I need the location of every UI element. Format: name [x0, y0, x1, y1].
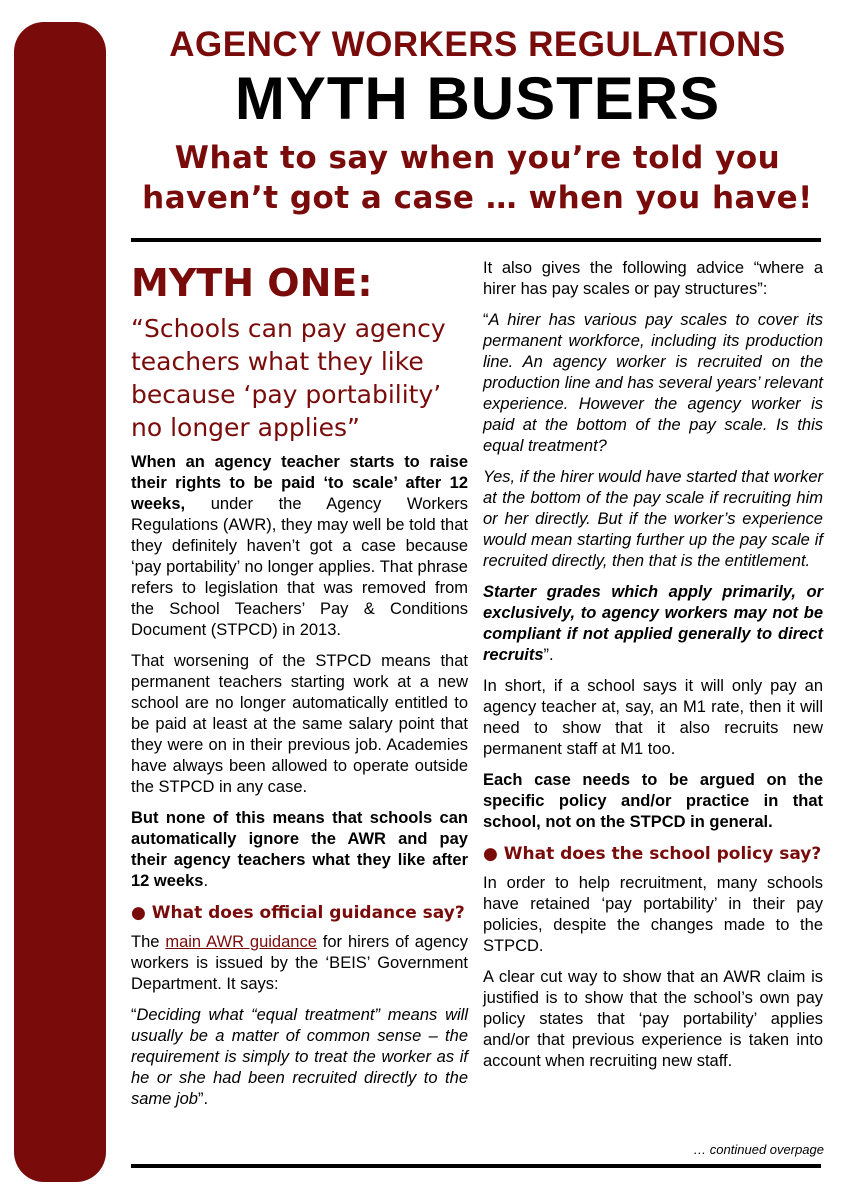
top-divider — [131, 238, 821, 242]
right-p2-open: “ — [483, 311, 489, 329]
right-paragraph-8: A clear cut way to show that an AWR claim is justified is to show that the school’s own pay policy states that ‘pay portability’ applies and/or that previous experience is taken into account when recruiting new staff. — [483, 968, 823, 1070]
page-header — [120, 26, 835, 218]
left-paragraph-4 — [131, 932, 468, 995]
subhead-school-policy: ● What does the school policy say? — [483, 844, 822, 864]
left-p3-bold: But none of this means that schools can automatically ignore the AWR and pay their agency teachers what they like after 12 weeks — [131, 809, 468, 890]
main-awr-guidance-link[interactable]: main AWR guidance — [165, 933, 317, 951]
left-p5-open: “ — [131, 1006, 137, 1024]
left-p4-rest: for hirers of agency workers is issued by the ‘BEIS’ Government Department. It says: — [131, 933, 468, 993]
left-paragraph-3 — [131, 808, 468, 892]
left-p4-start: The — [131, 933, 166, 951]
myth-one-quote: “Schools can pay agency teachers what they like because ‘pay portability’ no longer applies” — [131, 314, 446, 442]
right-paragraph-4 — [483, 582, 823, 666]
header-tagline-line1: What to say when you’re told you — [174, 140, 781, 176]
left-column — [131, 256, 468, 1120]
right-paragraph-5: In short, if a school says it will only pay an agency teacher at, say, an M1 rate, then it will need to show that it also recruits new permanent staff at M1 too. — [483, 677, 823, 758]
decorative-sidebar — [14, 22, 106, 1182]
header-tagline-line2: haven’t got a case … when you have! — [142, 180, 813, 216]
right-paragraph-3: Yes, if the hirer would have started that worker at the bottom of the pay scale if recruiting him or her directly. But if the worker’s experience would mean starting further up the pay scale if recruited directly, then that is the entitlement. — [483, 468, 823, 570]
right-paragraph-1: It also gives the following advice “where a hirer has pay scales or pay structures”: — [483, 259, 823, 298]
left-p5-italic: Deciding what “equal treatment” means will usually be a matter of common sense – the requirement is simply to treat the worker as if he or she had been recruited directly to the same job — [131, 1006, 468, 1108]
myth-one-heading: MYTH ONE: — [131, 261, 373, 305]
left-p3-end: . — [203, 872, 209, 890]
right-p2-italic: A hirer has various pay scales to cover its permanent workforce, including its production line. An agency worker is recruited on the production line and has several years’ relevant experience. However the agency worker is paid at the bottom of the pay scale. Is this equal treatment? — [483, 311, 823, 455]
right-p4-bold-italic: Starter grades which apply primarily, or exclusively, to agency workers may not be compliant if not applied generally to direct recruits — [483, 583, 823, 664]
header-regulations-title: AGENCY WORKERS REGULATIONS — [169, 25, 786, 64]
continued-overpage-note: … continued overpage — [693, 1142, 824, 1157]
left-paragraph-2: That worsening of the STPCD means that permanent teachers starting work at a new school are no longer automatically entitled to be paid at least at the same salary point that they were on in their previous job. Academies have always been allowed to operate outside the STPCD in any case. — [131, 652, 468, 796]
right-p4-close: ”. — [543, 646, 554, 664]
left-paragraph-1 — [131, 452, 468, 641]
right-paragraph-7: In order to help recruitment, many schools have retained ‘pay portability’ in their pay policies, despite the changes made to the STPCD. — [483, 874, 823, 955]
header-myth-busters-title: MYTH BUSTERS — [234, 65, 721, 132]
right-paragraph-6: Each case needs to be argued on the specific policy and/or practice in that school, not on the STPCD in general. — [483, 771, 823, 831]
left-p1-rest: under the Agency Workers Regulations (AWR), they may well be told that they definitely haven’t got a case because ‘pay portability’ no longer applies. That phrase refers to legislation that was removed from the School Teachers’ Pay & Conditions Document (STPCD) in 2013. — [131, 495, 468, 639]
header-tagline — [120, 138, 835, 218]
subhead-official-guidance: ● What does official guidance say? — [131, 903, 465, 923]
left-p1-bold: When an agency teacher starts to raise their rights to be paid ‘to scale’ after 12 weeks, — [131, 453, 468, 513]
left-paragraph-5 — [131, 1005, 468, 1110]
right-column — [483, 258, 823, 1082]
right-paragraph-2 — [483, 310, 823, 457]
bottom-divider — [131, 1164, 821, 1168]
left-p5-close: ”. — [197, 1090, 209, 1108]
